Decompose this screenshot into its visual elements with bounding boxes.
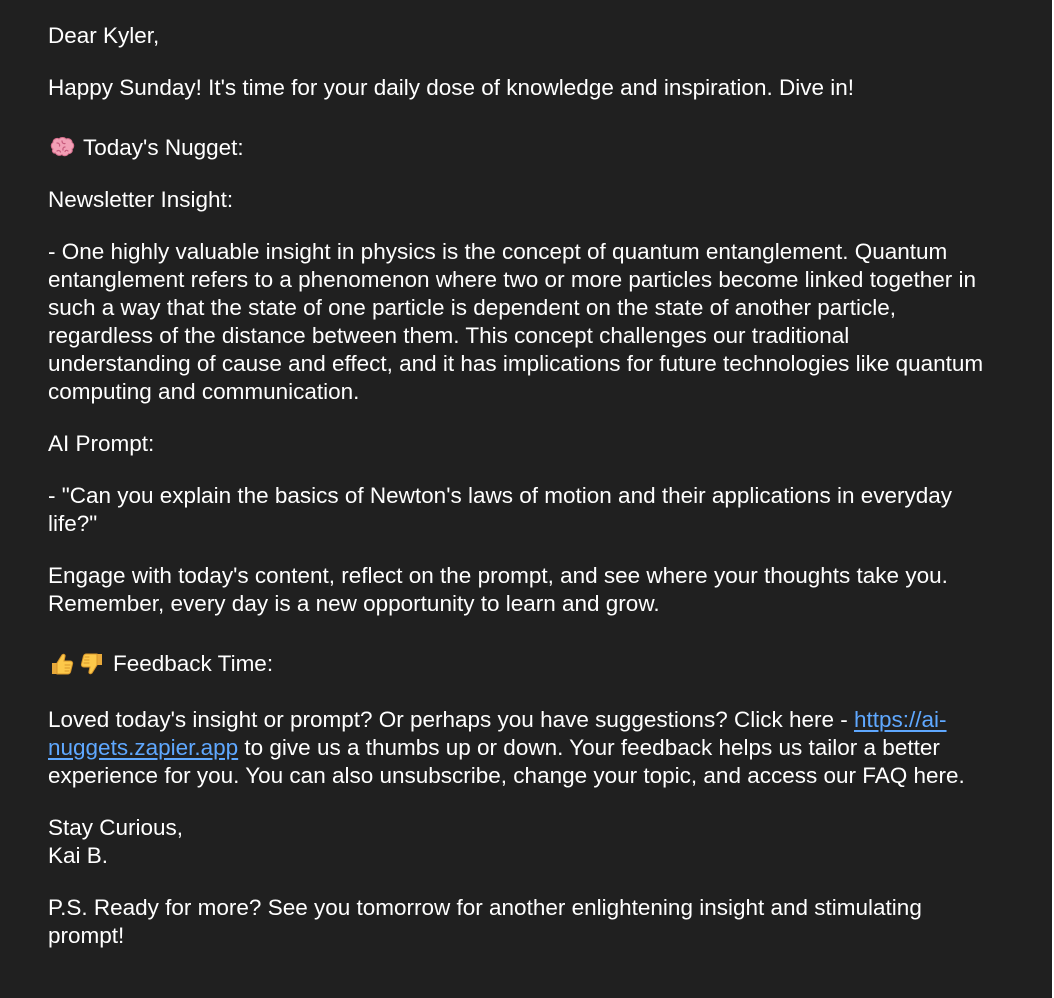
insight-label: Newsletter Insight: (48, 187, 234, 212)
engage-text: Engage with today's content, reflect on the prompt, and see where your thoughts take you. Remember, every day is a new opportunity to learn and grow. (48, 563, 948, 616)
ps-text: P.S. Ready for more? See you tomorrow for another enlightening insight and stimulating prompt! (48, 895, 922, 948)
prompt-text: - "Can you explain the basics of Newton's laws of motion and their applications in everyday life?" (48, 483, 953, 536)
brain-icon (48, 134, 76, 162)
feedback-heading-text: Feedback Time: (113, 651, 274, 676)
feedback-heading (48, 650, 1052, 678)
signoff-line-2: Kai B. (48, 843, 109, 868)
intro-text: Happy Sunday! It's time for your daily dose of knowledge and inspiration. Dive in! (48, 75, 854, 100)
greeting: Dear Kyler, (48, 23, 160, 48)
feedback-link[interactable]: https://ai-nuggets.zapier.app (48, 707, 947, 760)
signoff-line-1: Stay Curious, (48, 815, 184, 840)
prompt-label: AI Prompt: (48, 431, 155, 456)
feedback-text (48, 706, 988, 790)
thumbs-up-icon (48, 650, 76, 678)
feedback-text-after: to give us a thumbs up or down. Your feedback helps us tailor a better experience for you. You can also unsubscribe, change your topic, and access our FAQ here. (48, 735, 965, 788)
feedback-text-before: Loved today's insight or prompt? Or perhaps you have suggestions? Click here - (48, 707, 854, 732)
thumbs-down-icon (78, 650, 106, 678)
nugget-heading-text: Today's Nugget: (83, 135, 244, 160)
insight-text: - One highly valuable insight in physics is the concept of quantum entanglement. Quantum entanglement refers to a phenomenon where two or more particles become linked together in such a way that the state of one particle is dependent on the state of another particle, regardless of the distance between them. This concept challenges our traditional understanding of cause and effect, and it has implications for future technologies like quantum computing and communication. (48, 239, 984, 404)
nugget-heading (48, 134, 1052, 162)
